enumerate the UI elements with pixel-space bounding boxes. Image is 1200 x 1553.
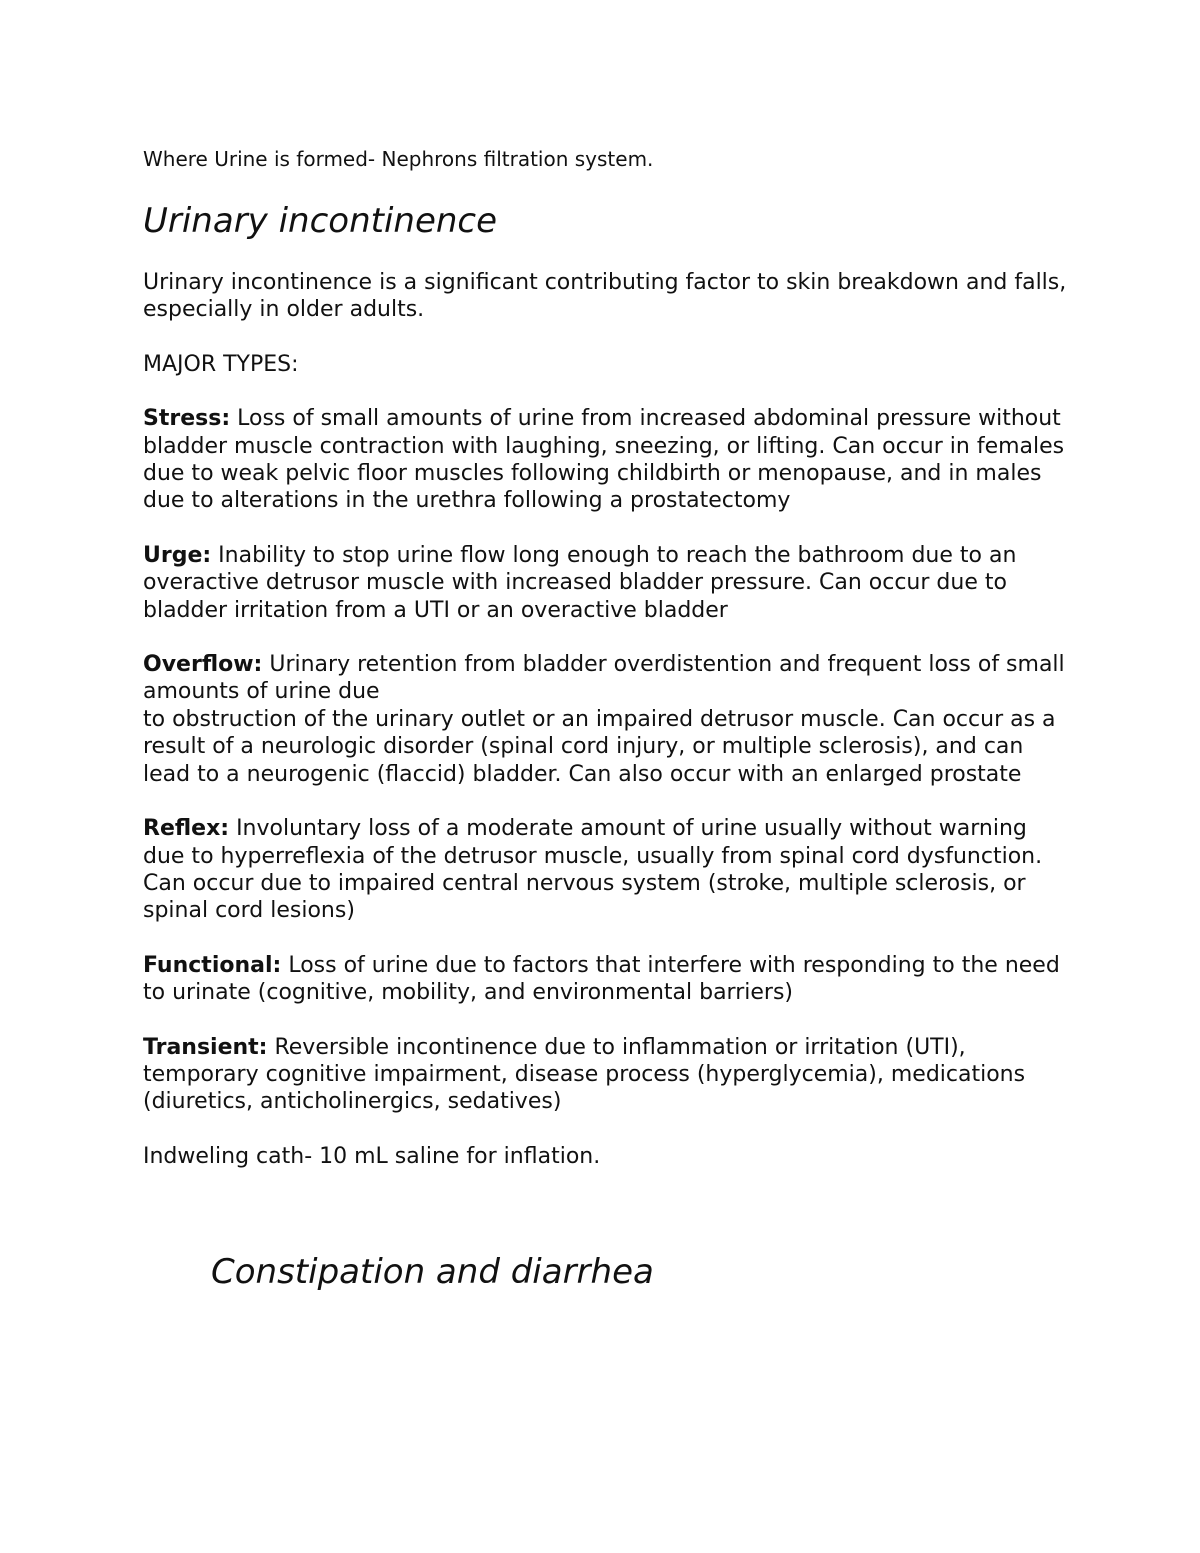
- document-body: [143, 146, 1073, 1292]
- type-overflow-continuation: to obstruction of the urinary outlet or an impaired detrusor muscle. Can occur as a result of a neurologic disorder (spinal cord injury, or multiple sclerosis), and can lead to a neurogenic (flaccid) bladder. Can also occur with an enlarged prostate: [143, 706, 1056, 787]
- major-types-heading: MAJOR TYPES:: [143, 351, 299, 377]
- type-description: Urinary retention from bladder overdistention and frequent loss of small amounts of urine due: [143, 652, 1065, 705]
- section-intro-paragraph: Urinary incontinence is a significant contributing factor to skin breakdown and falls, especially in older adults.: [143, 270, 1067, 323]
- type-description: Loss of urine due to factors that interfere with responding to the need to urinate (cognitive, mobility, and environmental barriers): [143, 952, 1060, 1006]
- type-description: Inability to stop urine flow long enough to reach the bathroom due to an overactive detrusor muscle with increased bladder pressure. Can occur due to bladder irritation from a UTI or an overactive bladder: [143, 542, 1017, 623]
- type-reflex-paragraph: [143, 815, 1073, 925]
- type-label: Functional:: [143, 952, 282, 978]
- type-label: Overflow:: [143, 652, 263, 678]
- type-description: Reversible incontinence due to inflammation or irritation (UTI), temporary cognitive impairment, disease process (hyperglycemia), medications (diuretics, anticholinergics, sedatives): [143, 1034, 1026, 1115]
- type-label: Urge:: [143, 542, 212, 568]
- type-label: Stress:: [143, 406, 231, 432]
- section-title-constipation-diarrhea: Constipation and diarrhea: [211, 1252, 654, 1293]
- type-transient-paragraph: [143, 1034, 1073, 1116]
- type-urge-paragraph: [143, 542, 1073, 624]
- type-stress-paragraph: [143, 405, 1073, 515]
- type-overflow-paragraph: [143, 651, 1073, 706]
- type-description: Loss of small amounts of urine from increased abdominal pressure without bladder muscle contraction with laughing, sneezing, or lifting. Can occur in females due to weak pelvic floor muscles following childbirth or menopause, and in males due to alterations in the urethra following a prostatectomy: [143, 406, 1065, 514]
- type-label: Reflex:: [143, 816, 230, 842]
- type-functional-paragraph: [143, 952, 1073, 1007]
- section-title-urinary-incontinence: Urinary incontinence: [143, 201, 498, 241]
- intro-line: Where Urine is formed- Nephrons filtration system.: [143, 147, 654, 171]
- catheter-note: Indweling cath- 10 mL saline for inflation.: [143, 1143, 601, 1169]
- type-description: Involuntary loss of a moderate amount of urine usually without warning due to hyperreflexia of the detrusor muscle, usually from spinal cord dysfunction. Can occur due to impaired central nervous system (stroke, multiple sclerosis, or spinal cord lesions): [143, 816, 1043, 924]
- type-label: Transient:: [143, 1034, 268, 1060]
